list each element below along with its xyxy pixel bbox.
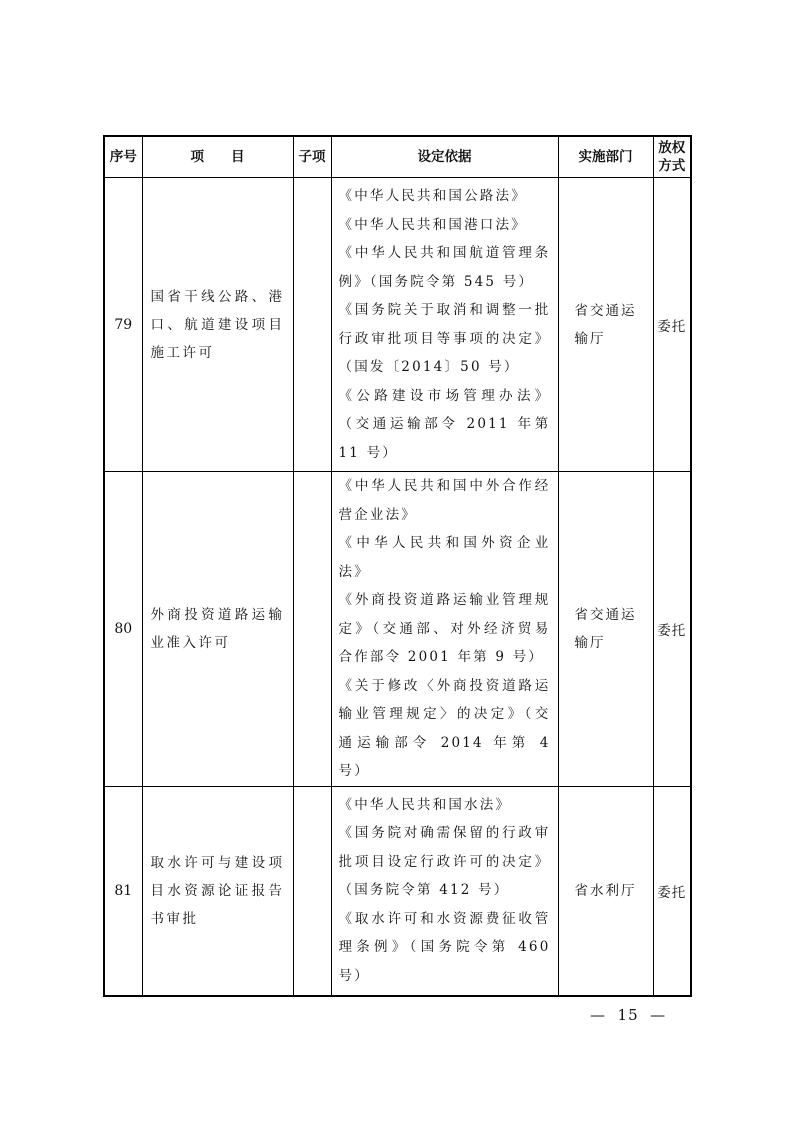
row-basis: [331, 786, 558, 996]
header-mode: 放权方式: [653, 136, 691, 178]
page-number: — 15 —: [590, 1006, 667, 1024]
basis-line: 《中华人民共和国水法》: [338, 796, 512, 813]
row-subitem: [293, 786, 331, 996]
department-text: 省交通运输厅: [574, 606, 637, 651]
table-row: [104, 786, 691, 996]
basis-line: 《中华人民共和国港口法》: [338, 216, 527, 233]
row-department: [558, 472, 653, 787]
permit-table: [103, 135, 692, 997]
row-number: 80: [104, 472, 142, 787]
row-subitem: [293, 472, 331, 787]
header-row: [104, 136, 691, 178]
row-department: [558, 178, 653, 472]
basis-line: 《关于修改〈外商投资道路运输业管理规定〉的决定》（交通运输部令 2014 年第 4 号）: [338, 677, 551, 779]
table-row: [104, 178, 691, 472]
row-basis: [331, 178, 558, 472]
row-number: 81: [104, 786, 142, 996]
basis-line: 《国务院关于取消和调整一批行政审批项目等事项的决定》（国发〔2014〕50 号）: [338, 302, 551, 375]
row-number: 79: [104, 178, 142, 472]
table-body: [104, 178, 691, 996]
basis-line: 《中华人民共和国外资企业法》: [338, 535, 551, 580]
header-department: 实施部门: [558, 136, 653, 178]
header-subitem: 子项: [293, 136, 331, 178]
row-item: 外商投资道路运输业准入许可: [142, 472, 293, 787]
row-mode: 委托: [653, 472, 691, 787]
basis-line: 《中华人民共和国航道管理条例》（国务院令第 545 号）: [338, 245, 551, 290]
row-basis: [331, 472, 558, 787]
row-subitem: [293, 178, 331, 472]
header-number: 序号: [104, 136, 142, 178]
row-department: 省水利厅: [558, 786, 653, 996]
basis-line: 《国务院对确需保留的行政审批项目设定行政许可的决定》（国务院令第 412 号）: [338, 825, 551, 899]
row-item: 取水许可与建设项目水资源论证报告书审批: [142, 786, 293, 996]
department-text: 省交通运输厅: [574, 302, 637, 347]
table-row: [104, 472, 691, 787]
header-basis: 设定依据: [331, 136, 558, 178]
basis-line: 《公路建设市场管理办法》（交通运输部令 2011 年第 11 号）: [338, 387, 551, 461]
table-header: [104, 136, 691, 178]
row-mode: 委托: [653, 178, 691, 472]
row-mode: 委托: [653, 786, 691, 996]
basis-line: 《外商投资道路运输业管理规定》（交通部、对外经济贸易合作部令 2001 年第 9 号）: [338, 592, 551, 665]
basis-line: 《中华人民共和国中外合作经营企业法》: [338, 478, 551, 523]
row-item: 国省干线公路、港口、航道建设项目施工许可: [142, 178, 293, 472]
basis-line: 《中华人民共和国公路法》: [338, 188, 527, 204]
header-item: 项 目: [142, 136, 293, 178]
basis-line: 《取水许可和水资源费征收管理条例》（国务院令第 460 号）: [338, 910, 551, 984]
